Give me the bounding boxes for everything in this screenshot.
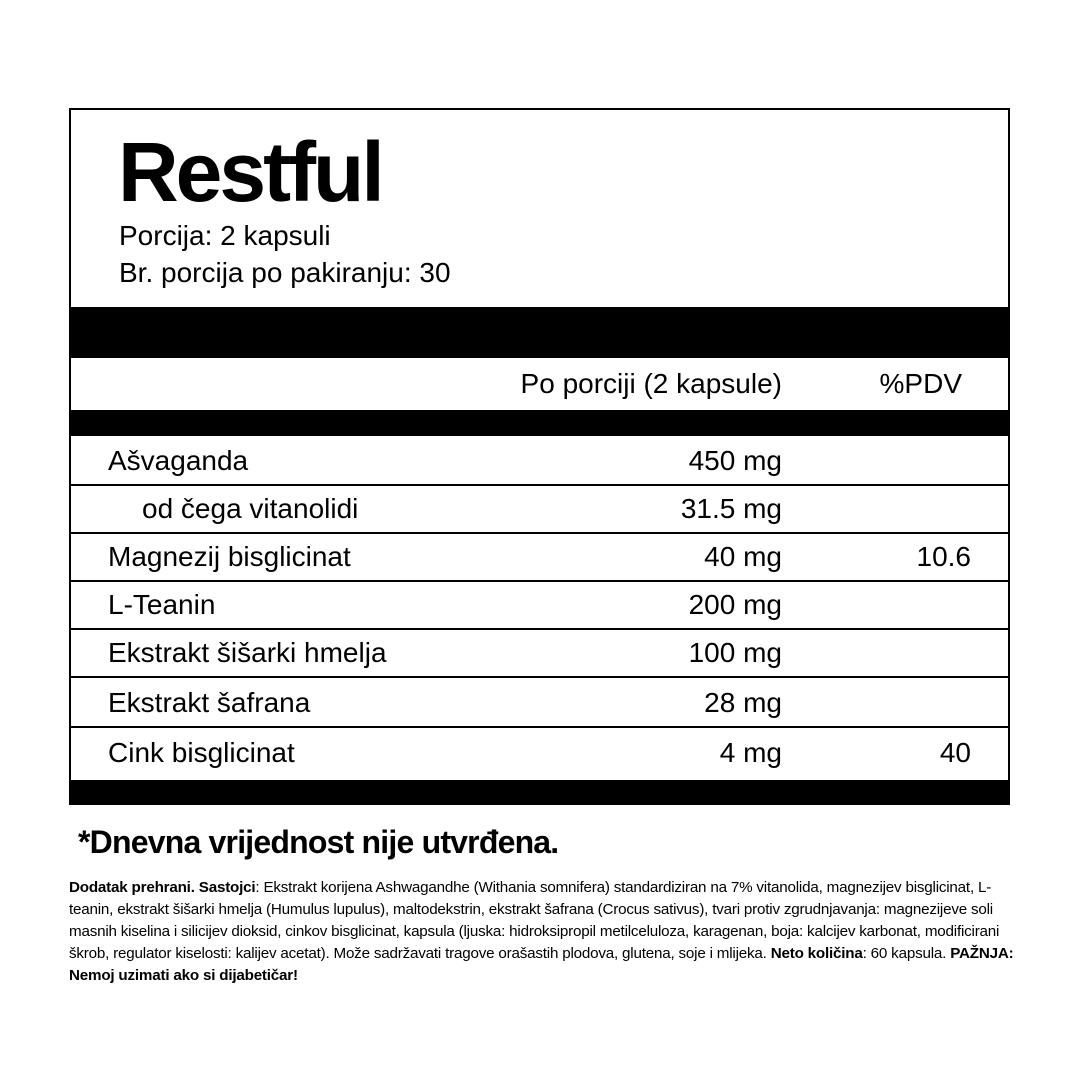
- warning-text: PAŽNJA: Nemoj uzimati ako si dijabetičar!: [69, 945, 1014, 984]
- ingredients-paragraph: [69, 877, 1014, 987]
- table-row: [69, 582, 1010, 630]
- column-header-amount: Po porciji (2 kapsule): [520, 368, 782, 399]
- separator-bar: [69, 780, 1010, 805]
- table-row: [69, 438, 1010, 486]
- supplement-label: Dodatak prehrani.: [69, 879, 195, 896]
- row-ingredient-name: Ekstrakt šišarki hmelja: [108, 637, 387, 668]
- product-title: Restful: [118, 125, 382, 219]
- ingredients-text: : Ekstrakt korijena Ashwagandhe (Withania somnifera) standardiziran na 7% vitanolida, magnezijev bisglicinat, L-teanin, ekstrakt šišarki hmelja (Humulus lupulus), maltodekstrin, ekstrakt šafrana (Crocus sativus), tvari protiv zgrudnjavanja: magnezijeve soli masnih kiselina i silicijev dioksid, cinkov bisglicinat, kapsula (ljuska: hidroksipropil metilceluloza, karagenan, boja: kalcijev karbonat, modificirani škrob, regulator kiselosti: kalijev acetat). Može sadržavati tragove orašastih plodova, glutena, soje i mlijeka.: [69, 879, 1000, 962]
- net-quantity-label: Neto količina: [770, 945, 863, 962]
- ingredients-label: Sastojci: [198, 879, 256, 896]
- separator-bar: [69, 410, 1010, 436]
- row-amount: 200 mg: [688, 589, 782, 620]
- row-pdv: 40: [939, 737, 971, 768]
- row-amount: 4 mg: [719, 737, 782, 768]
- separator-bar: [69, 307, 1010, 358]
- row-amount: 28 mg: [704, 687, 782, 718]
- row-amount: 31.5 mg: [680, 493, 782, 524]
- column-header-pdv: %PDV: [879, 368, 962, 399]
- row-ingredient-name: Ašvaganda: [108, 445, 249, 476]
- daily-value-footnote: *Dnevna vrijednost nije utvrđena.: [78, 824, 559, 860]
- row-amount: 450 mg: [688, 445, 782, 476]
- table-row: [69, 680, 1010, 728]
- row-pdv: 10.6: [916, 541, 971, 572]
- row-ingredient-name: od čega vitanolidi: [142, 493, 359, 524]
- servings-per-pack: Br. porcija po pakiranju: 30: [119, 257, 451, 288]
- row-ingredient-name: Ekstrakt šafrana: [108, 687, 311, 718]
- table-row: [69, 534, 1010, 582]
- table-row: [69, 486, 1010, 534]
- row-ingredient-name: L-Teanin: [108, 589, 216, 620]
- row-ingredient-name: Cink bisglicinat: [108, 737, 295, 768]
- row-ingredient-name: Magnezij bisglicinat: [108, 541, 351, 572]
- table-row: [69, 630, 1010, 678]
- serving-size: Porcija: 2 kapsuli: [119, 220, 331, 251]
- row-amount: 100 mg: [688, 637, 782, 668]
- table-row: [69, 730, 1010, 778]
- net-quantity-text: : 60 kapsula.: [862, 945, 947, 962]
- row-amount: 40 mg: [704, 541, 782, 572]
